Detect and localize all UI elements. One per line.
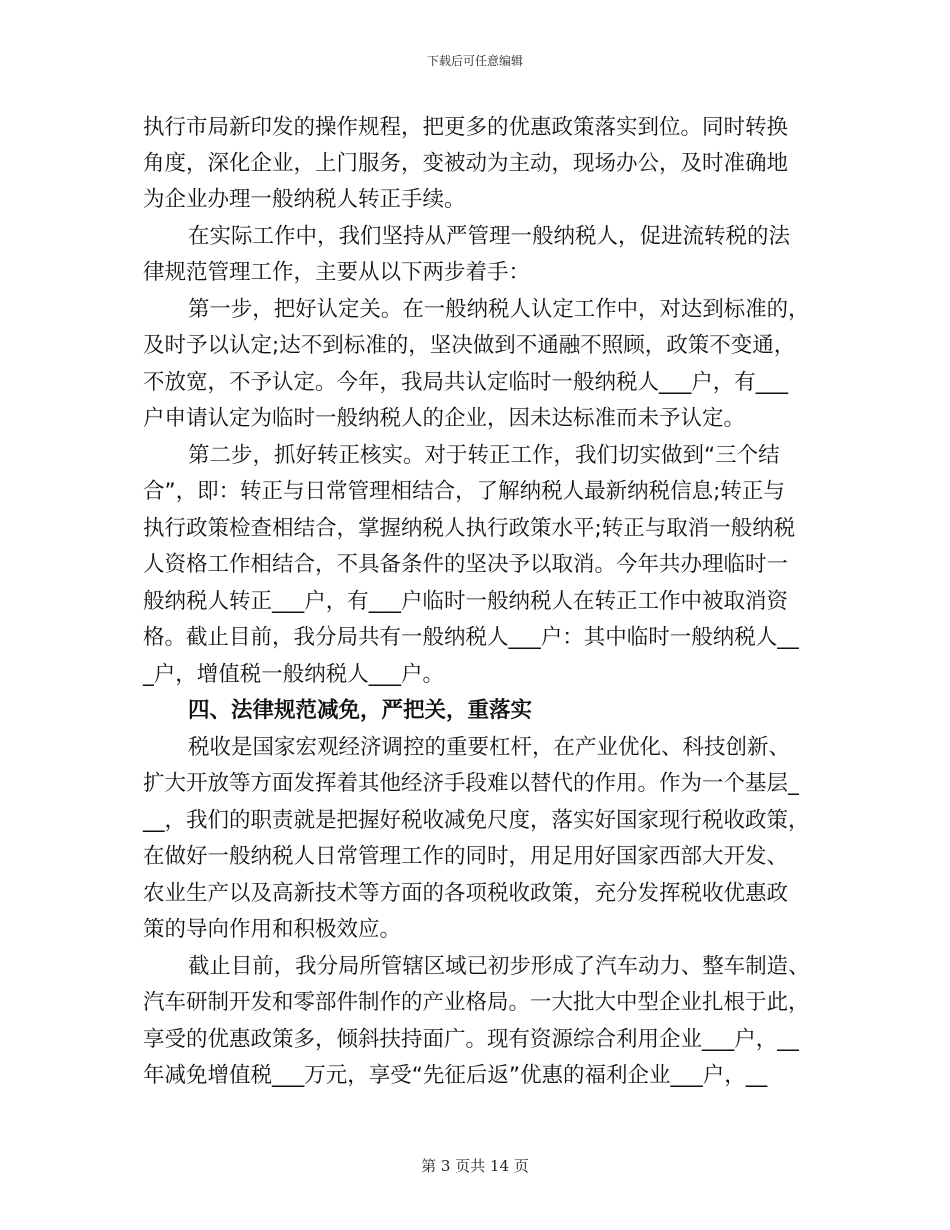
paragraph-first-line: 在实际工作中，我们坚持从严管理一般纳税人，促进流转税的法 xyxy=(188,224,791,249)
section-heading: 四、法律规范减免，严把关，重落实 xyxy=(188,698,533,723)
text-line: 人资格工作相结合，不具备条件的坚决予以取消。今年共办理临时一 xyxy=(143,552,789,577)
text-line: 角度，深化企业，上门服务，变被动为主动，现场办公，及时准确地 xyxy=(143,151,789,176)
text-line: 般纳税人转正___户，有___户临时一般纳税人在转正工作中被取消资 xyxy=(143,589,789,614)
text-line: __，我们的职责就是把握好税收减免尺度，落实好国家现行税收政策， xyxy=(143,808,810,833)
text-line: 策的导向作用和积极效应。 xyxy=(143,917,402,942)
text-line: 执行市局新印发的操作规程，把更多的优惠政策落实到位。同时转换 xyxy=(143,115,789,140)
text-line: 户申请认定为临时一般纳税人的企业，因未达标准而未予认定。 xyxy=(143,406,746,431)
page-header: 下载后可任意编辑 xyxy=(426,54,523,68)
paragraph-first-line: 第一步，把好认定关。在一般纳税人认定工作中，对达到标准的， xyxy=(188,297,810,322)
text-line: 年减免增值税___万元，享受“先征后返”优惠的福利企业___户，__ xyxy=(143,1063,768,1088)
text-line: 律规范管理工作，主要从以下两步着手： xyxy=(143,260,531,285)
text-line: 享受的优惠政策多，倾斜扶持面广。现有资源综合利用企业___户，__ xyxy=(143,1027,799,1052)
text-line: 扩大开放等方面发挥着其他经济手段难以替代的作用。作为一个基层_ xyxy=(143,771,799,796)
text-line: 为企业办理一般纳税人转正手续。 xyxy=(143,187,466,212)
text-line: 在做好一般纳税人日常管理工作的同时，用足用好国家西部大开发、 xyxy=(143,844,789,869)
paragraph-first-line: 第二步，抓好转正核实。对于转正工作，我们切实做到“三个结 xyxy=(188,443,780,468)
text-line: 格。截止目前，我分局共有一般纳税人___户：其中临时一般纳税人__ xyxy=(143,625,799,650)
text-line: 及时予以认定;达不到标准的，坚决做到不通融不照顾，政策不变通， xyxy=(143,333,796,358)
paragraph-first-line: 截止目前，我分局所管辖区域已初步形成了汽车动力、整车制造、 xyxy=(188,954,810,979)
text-line: 汽车研制开发和零部件制作的产业格局。一大批大中型企业扎根于此， xyxy=(143,990,810,1015)
text-line: 执行政策检查相结合，掌握纳税人执行政策水平;转正与取消一般纳税 xyxy=(143,516,796,541)
text-line: 合”，即：转正与日常管理相结合，了解纳税人最新纳税信息;转正与 xyxy=(143,479,785,504)
text-line: 农业生产以及高新技术等方面的各项税收政策，充分发挥税收优惠政 xyxy=(143,881,789,906)
page-footer: 第 3 页共 14 页 xyxy=(421,1157,529,1175)
text-line: 不放宽，不予认定。今年，我局共认定临时一般纳税人___户，有___ xyxy=(143,370,789,395)
paragraph-first-line: 税收是国家宏观经济调控的重要杠杆，在产业优化、科技创新、 xyxy=(188,735,791,760)
text-line: _户，增值税一般纳税人___户。 xyxy=(143,662,445,687)
